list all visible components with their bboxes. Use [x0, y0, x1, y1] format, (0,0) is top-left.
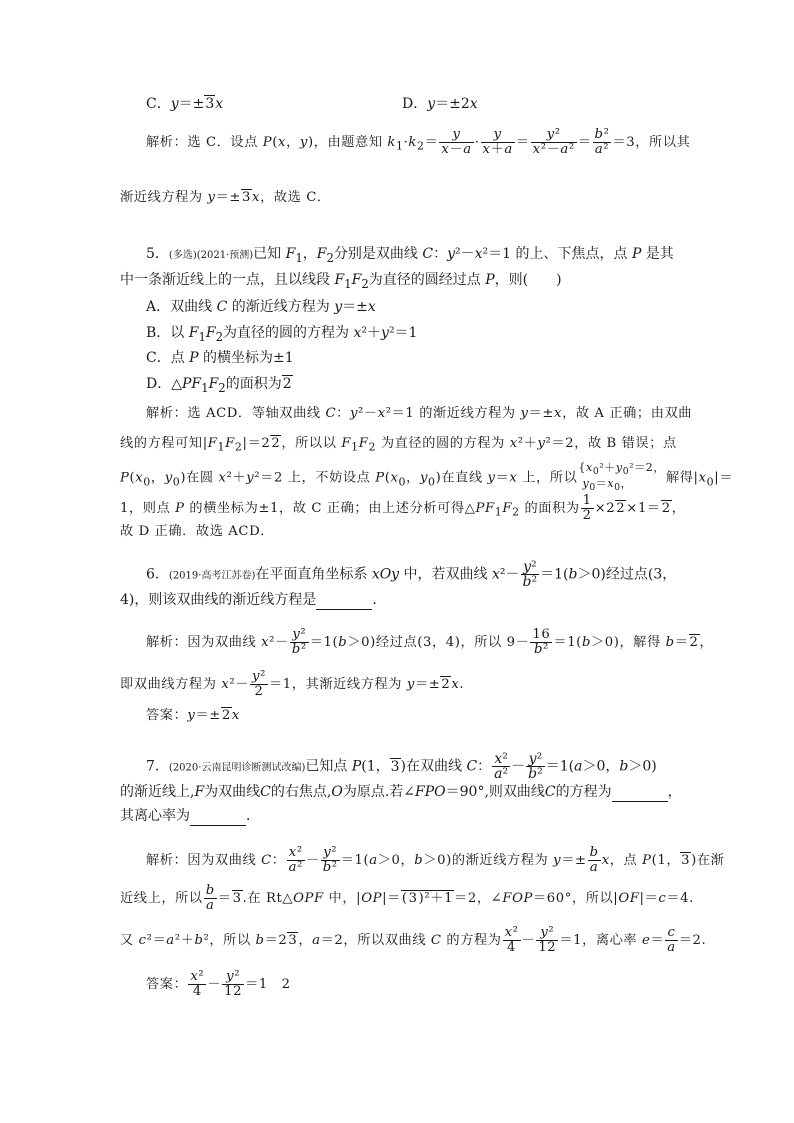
question-7-line-2: 的渐近线上,F为双曲线C的右焦点,O为原点.若∠FPO＝90°,则双曲线C的方程为 ，: [120, 784, 682, 800]
question-7-line-3: 其离心率为 ．: [120, 808, 260, 824]
question-5-option-b: B．以 $F_1F_2$为直径的圆的方程为 x²＋y²＝1: [146, 325, 418, 344]
answer-blank-q7-2: [190, 811, 246, 826]
solution-5-line-5: 故 D 正确．故选 ACD．: [120, 524, 275, 539]
solution-5-line-3: $P(x_0$，$y_0$)在圆 x²＋y²＝2 上，不妨设点 $P(x_0$，$y_0$)在直线 y＝x 上，所以 {$x_0^2+y_0^2=2$， $y_0=x_0$， 解得$|x_0|=$: [120, 461, 734, 494]
solution-5-line-1: 解析：选 ACD．等轴双曲线 C：y²－x²＝1 的渐近线方程为 y＝±x，故 A 正确；由双曲: [146, 406, 693, 421]
solution-7-answer: 答案： $\frac{\text{x²}}{4}$ － $\frac{\text{y²}}{12}$ ＝1 2: [146, 969, 291, 999]
solution-6-answer: 答案：y＝±2x: [146, 708, 240, 723]
question-5-option-c: C．点 P 的横坐标为±1: [146, 350, 294, 366]
solution-7-line-1: 解析：因为双曲线 C： $\frac{\text{x²}}{\text{a²}}$ － $\frac{\text{y²}}{\text{b²}}$ ＝1(a＞0，b＞0)的渐近线方程为 y＝± $\frac{b}{a}$ x，点 P(1，3)在渐: [146, 845, 725, 875]
solution-4-line-1: 解析：选 C．设点 P(x，y)，由题意知 $k_1\cdot k_2=$ $\frac{y}{x-a}$ · $\frac{y}{x+a}$ ＝ $\frac{\text{y²}}{\text{x²－a²}}$ ＝ $\frac{\text{b²}}{\text{a²}}$ ＝3，所以其: [146, 127, 691, 157]
question-6-line-1: 6．(2019·高考江苏卷)在平面直角坐标系 xOy 中，若双曲线 x²－ $\frac{\text{y²}}{\text{b²}}$ ＝1(b＞0)经过点(3，: [146, 559, 677, 590]
answer-blank-q7-1: [612, 787, 668, 802]
question-7-line-1: 7．(2020·云南昆明诊断测试改编)已知点 P(1，3)在双曲线 C： $\frac{\text{x²}}{\text{a²}}$ － $\frac{\text{y²}}{\text{b²}}$ ＝1(a＞0，b＞0): [146, 751, 657, 782]
question-5-option-d: D．$\triangle PF_1F_2$的面积为2: [146, 376, 292, 395]
question-5-line-2: 中一条渐近线上的一点，且以线段 $F_1F_2$为直径的圆经过点 P，则( ): [120, 272, 562, 291]
solution-5-line-4: 1，则点 P 的横坐标为±1，故 C 正确；由上述分析可得$\triangle PF_1F_2$ 的面积为 $\frac{1}{2}$ ×22×1＝2，: [120, 493, 686, 523]
solution-4-line-2: 渐近线方程为 y＝±3x，故选 C．: [120, 190, 331, 205]
solution-7-line-3: 又 c²＝a²＋b²，所以 b＝23，a＝2，所以双曲线 C 的方程为 $\frac{\text{x²}}{4}$ － $\frac{\text{y²}}{12}$ ＝1，离心率 e＝ $\frac{c}{a}$ ＝2.: [120, 925, 707, 955]
option-c-q4: C．y＝±3x: [146, 96, 224, 112]
solution-7-line-2: 近线上，所以 $\frac{b}{a}$ ＝3.在 Rt△OPF 中，|OP|＝(3)²＋1＝2，∠FOP＝60°，所以|OF|＝c＝4.: [120, 883, 694, 913]
question-5-line-1: 5．(多选)(2021·预测)已知 $F_1$，$F_2$分别是双曲线 C：y²－x²＝1 的上、下焦点，点 P 是其: [146, 246, 674, 265]
question-6-line-2: 4)，则该双曲线的渐近线方程是 ．: [120, 592, 387, 608]
solution-6-line-2: 即双曲线方程为 x²－ $\frac{\text{y²}}{2}$ ＝1，其渐近线方程为 y＝±2x.: [120, 669, 465, 699]
question-5-option-a: A．双曲线 C 的渐近线方程为 y＝±x: [146, 299, 376, 315]
solution-6-line-1: 解析：因为双曲线 x²－ $\frac{\text{y²}}{\text{b²}}$ ＝1(b＞0)经过点(3，4)，所以 9－ $\frac{16}{\text{b²}}$ ＝1(b＞0)，解得 b＝2，: [146, 627, 714, 657]
solution-5-line-2: 线的方程可知$|F_1F_2|=22$，所以以 $F_1F_2$ 为直径的圆的方程为 x²＋y²＝2，故 B 错误；点: [120, 436, 677, 454]
option-d-q4: D．y＝±2x: [402, 96, 478, 112]
answer-blank-q6: [316, 595, 372, 610]
